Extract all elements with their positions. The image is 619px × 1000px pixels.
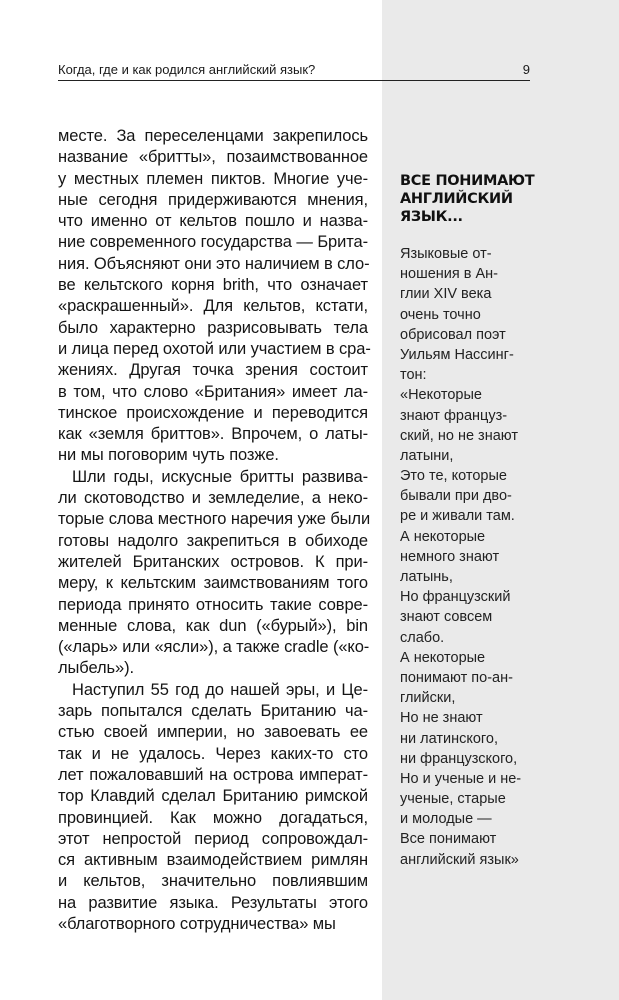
header-rule [58,80,530,81]
text-line: так и не удалось. Через каких-то сто [58,744,368,763]
sidebar-heading [400,172,535,226]
text-line: в том, что слово «Британия» имеет ла- [58,382,368,401]
text-line: жителей Британских островов. К при- [58,552,368,571]
sidebar-line: ский, но не знают [400,427,518,444]
sidebar-line: А некоторые [400,649,486,666]
sidebar-line: ре и живали там. [400,508,515,525]
text-line: «благотворного сотрудничества» мы [58,914,336,933]
sidebar-line: слабо. [400,629,445,646]
text-line: торые слова местного наречия уже были [58,510,371,529]
sidebar-line: «Некоторые [400,387,482,404]
text-line: зарь попытался сделать Британию ча- [58,702,368,721]
heading-line: АНГЛИЙСКИЙ [400,191,513,207]
sidebar-line: латыни, [400,447,454,464]
text-line: менные слова, как dun («бурый»), bin [58,616,368,635]
text-line: у местных племен пиктов. Многие уче- [58,169,368,188]
text-line: и кельтов, значительно повлиявшим [58,872,368,891]
sidebar-line: Уильям Нассинг- [400,346,514,363]
text-line: тинское происхождение и переводится [58,403,368,422]
running-header [58,62,530,78]
sidebar-line: очень точно [400,306,481,323]
sidebar-line: латынь, [400,569,453,585]
sidebar-line: бывали при дво- [400,488,512,505]
text-line: этот непростой период сопровождал- [58,829,368,848]
sidebar-line: немного знают [400,548,500,565]
sidebar-line: понимают по-ан- [400,669,513,686]
sidebar-line: английский язык» [400,851,519,868]
sidebar-box [400,172,535,870]
text-line: меру, к кельтским заимствованиям того [58,574,368,593]
sidebar-line: Это те, которые [400,468,507,485]
sidebar-line: знают француз- [400,407,508,424]
sidebar-text [400,244,530,870]
text-line: на развитие языка. Результаты этого [58,893,368,912]
text-line: Шли годы, искусные бритты развива- [72,467,368,486]
sidebar-line: глии XIV века [400,286,492,303]
text-line: ли скотоводство и земледелие, а неко- [58,489,368,508]
sidebar-line: знают совсем [400,609,493,626]
text-line: было характерно разрисовывать тела [58,318,368,337]
text-line: ные сегодня придерживаются мнения, [58,190,368,209]
sidebar-line: ни латинского, [400,730,498,747]
sidebar-line: ни французского, [400,750,518,767]
text-line: периода принято относить такие совре- [58,595,368,614]
text-line: ве кельтского корня brith, что означает [58,276,368,295]
text-line: ни мы поговорим чуть позже. [58,446,279,465]
text-line: Наступил 55 год до нашей эры, и Це- [72,680,368,699]
text-line: ния. Объясняют они это наличием в сло- [58,254,370,273]
main-body-text [58,126,371,935]
text-line: «раскрашенный». Для кельтов, кстати, [58,297,368,316]
sidebar-line: А некоторые [400,528,486,545]
text-line: месте. За переселенцами закрепилось [58,127,368,145]
sidebar-line: Все понимают [400,831,497,848]
chapter-title: Когда, где и как родился английский язык? [58,62,316,77]
text-line: лыбель»). [58,659,134,678]
heading-line: ВСЕ ПОНИМАЮТ [400,173,535,189]
text-line: провинцией. Как можно догадаться, [58,808,368,827]
text-line: ние современного государства — Брита- [58,233,368,252]
sidebar-line: тон: [400,367,427,384]
text-line: лет пожаловавший на острова императ- [58,765,368,784]
sidebar-line: и молодые — [400,811,492,828]
text-line: готовы надолго закрепиться в обиходе [58,531,368,550]
sidebar-line: ношения в Ан- [400,266,498,283]
sidebar-line: обрисовал поэт [400,326,506,343]
paragraph [58,126,371,467]
text-line: жениях. Другая точка зрения состоит [58,361,368,380]
text-line: ся активным взаимодействием римлян [58,851,368,870]
sidebar-line: Но и ученые и не- [400,770,522,787]
text-line: как «земля бриттов». Впрочем, о латы- [58,425,368,444]
text-line: что именно от кельтов пошло и назва- [58,212,368,231]
text-line: стью своей империи, но завоевать ее [58,723,368,742]
text-line: и лица перед охотой или участием в сра- [58,339,371,358]
text-line: тор Клавдий сделал Британию римской [58,787,368,806]
paragraph [58,467,371,680]
sidebar-line: Но не знают [400,710,483,727]
sidebar-line: ученые, старые [400,791,506,808]
page-number: 9 [522,62,530,77]
sidebar-line: Языковые от- [400,246,492,262]
sidebar-line: глийски, [400,690,456,707]
sidebar-line: Но французский [400,589,511,606]
text-line: («ларь» или «ясли»), а также cradle («ко- [58,638,370,657]
paragraph [58,680,368,936]
heading-line: ЯЗЫК... [400,209,463,225]
text-line: название «бритты», позаимствованное [58,148,368,167]
